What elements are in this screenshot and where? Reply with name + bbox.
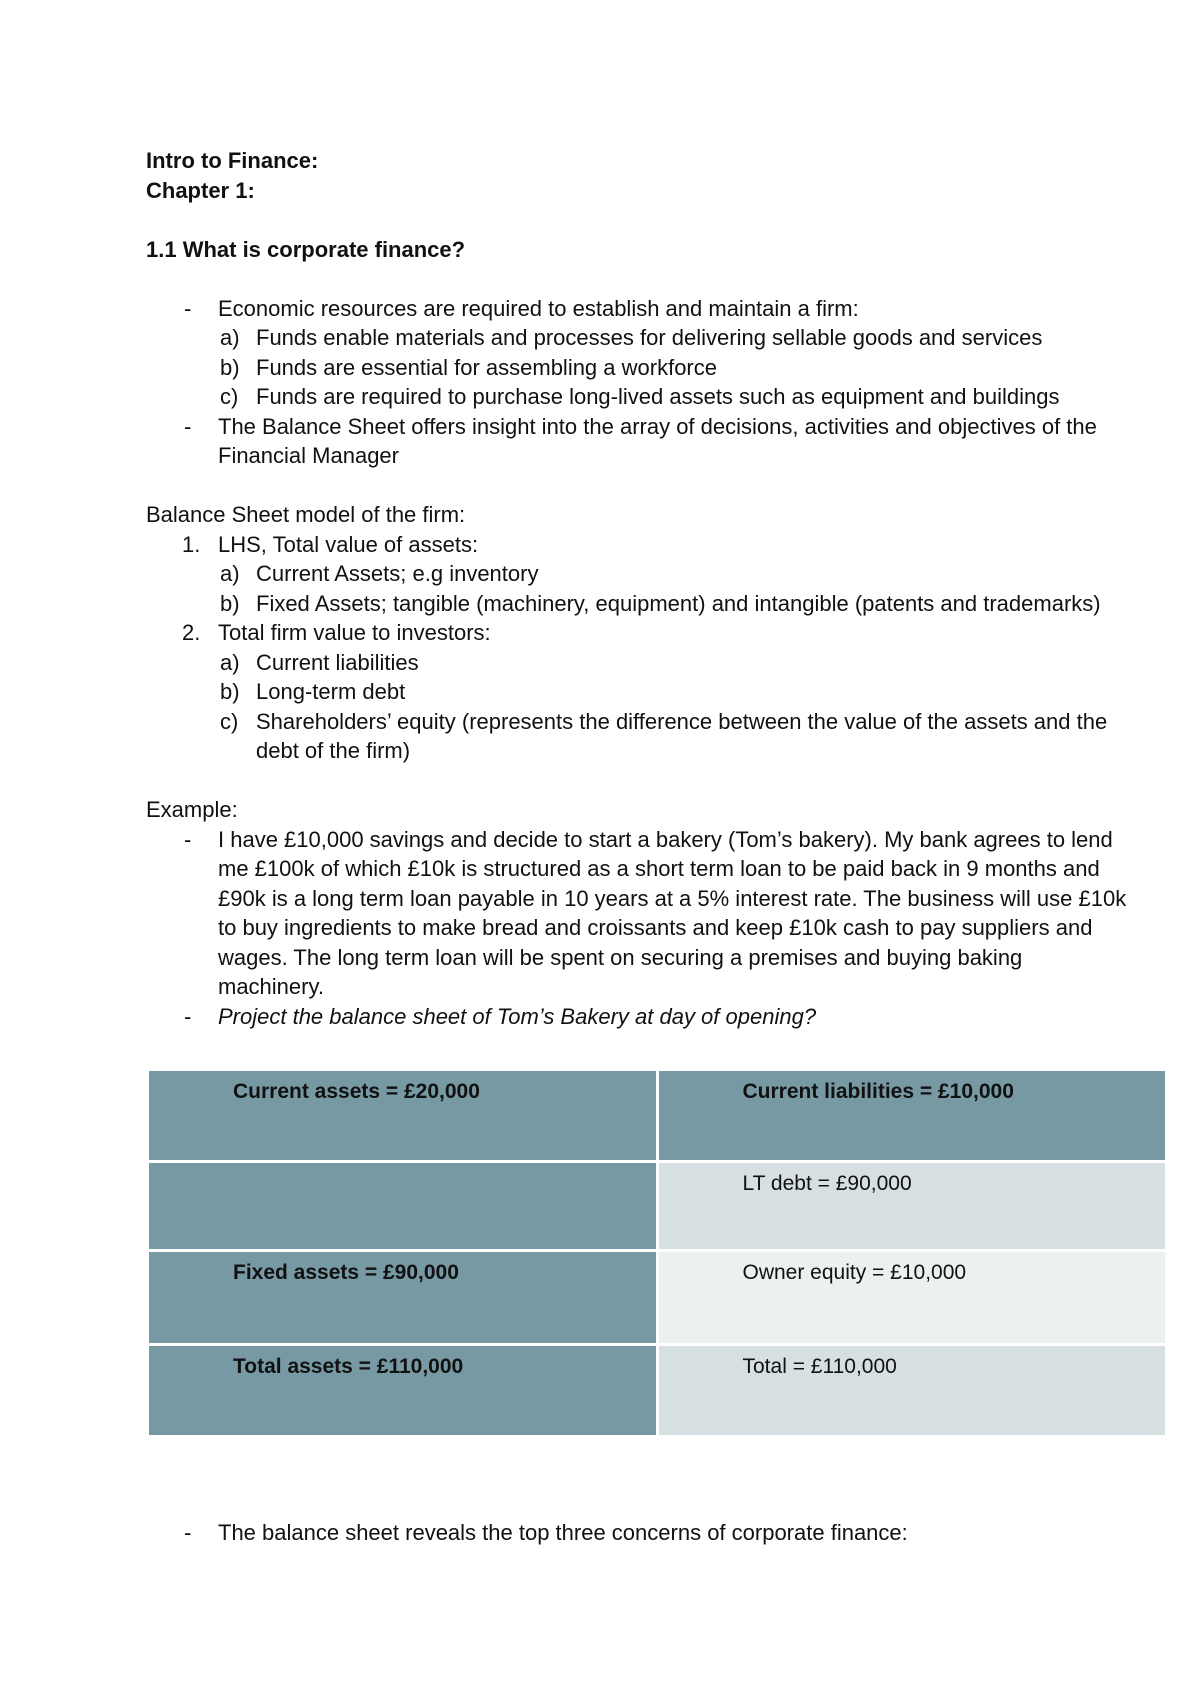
table-row <box>149 1346 1165 1435</box>
balance-sheet-table <box>146 1068 1168 1438</box>
table-cell: Current liabilities = £10,000 <box>659 1071 1166 1160</box>
table-row <box>149 1252 1165 1343</box>
table-cell <box>149 1163 656 1249</box>
list-item: a) Current Assets; e.g inventory <box>220 561 539 586</box>
model-heading: Balance Sheet model of the firm: <box>146 502 466 527</box>
example-heading: Example: <box>146 797 238 822</box>
table-cell: Fixed assets = £90,000 <box>149 1252 656 1343</box>
table-cell: Owner equity = £10,000 <box>659 1252 1166 1343</box>
list-item: b) Long-term debt <box>220 679 406 704</box>
table-cell: LT debt = £90,000 <box>659 1163 1166 1249</box>
footer-bullet: - The balance sheet reveals the top three concerns of corporate finance: <box>184 1520 908 1545</box>
list-item: c) Shareholders’ equity (represents the difference between the value of the assets and the debt of the firm) <box>220 708 1108 763</box>
document-body <box>146 146 1166 1031</box>
table-row <box>149 1071 1165 1160</box>
section-heading: 1.1 What is corporate finance? <box>146 236 466 262</box>
list-item: 1. LHS, Total value of assets: <box>182 531 479 557</box>
document-title: Intro to Finance: <box>146 148 319 173</box>
list-item: c) Funds are required to purchase long-lived assets such as equipment and buildings <box>220 384 1060 409</box>
table-cell: Current assets = £20,000 <box>149 1071 656 1160</box>
table-cell: Total assets = £110,000 <box>149 1346 656 1435</box>
list-item: b) Fixed Assets; tangible (machinery, equipment) and intangible (patents and trademarks) <box>220 590 1101 616</box>
list-item: - Economic resources are required to establish and maintain a firm: <box>184 295 859 321</box>
table-cell: Total = £110,000 <box>659 1346 1166 1435</box>
table-row <box>149 1163 1165 1249</box>
list-item: 2. Total firm value to investors: <box>182 620 491 645</box>
example-paragraph: - I have £10,000 savings and decide to start a bakery (Tom’s bakery). My bank agrees to lend me £100k of which £10k is structured as a short term loan to be paid back in 9 months and £90k is a long term loan payable in 10 years at a 5% interest rate. The business will use £10k to buy ingredients to make bread and croissants and keep £10k cash to pay suppliers and wages. The long term loan will be spent on securing a premises and buying baking machinery. <box>184 826 1127 999</box>
list-item: - The Balance Sheet offers insight into the array of decisions, activities and objectives of the Financial Manager <box>184 413 1097 468</box>
list-item: a) Current liabilities <box>220 649 419 675</box>
chapter-label: Chapter 1: <box>146 177 255 203</box>
list-item: b) Funds are essential for assembling a workforce <box>220 354 717 380</box>
example-question: - Project the balance sheet of Tom’s Bakery at day of opening? <box>184 1003 817 1029</box>
list-item: a) Funds enable materials and processes for delivering sellable goods and services <box>220 325 1043 350</box>
